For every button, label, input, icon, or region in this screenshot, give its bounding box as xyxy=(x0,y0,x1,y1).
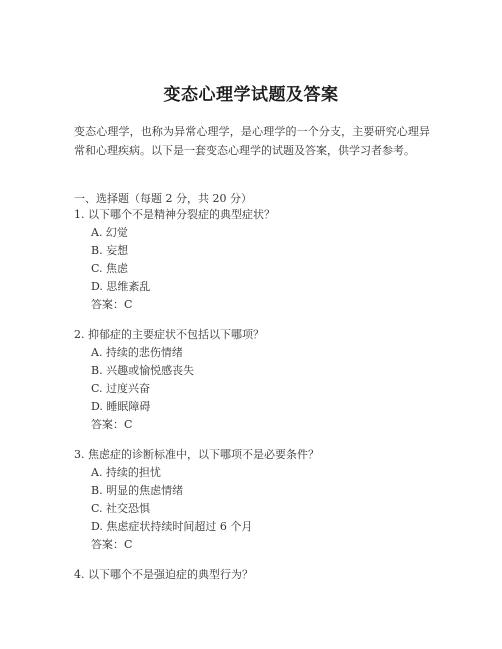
question-1-stem: 1. 以下哪个不是精神分裂症的典型症状？ xyxy=(74,208,275,221)
question-1-option-b: B. 妄想 xyxy=(91,244,129,257)
question-1-option-a: A. 幻觉 xyxy=(91,226,128,239)
question-3-option-c: C. 社交恐惧 xyxy=(91,502,151,515)
question-3-option-b: B. 明显的焦虑情绪 xyxy=(91,484,184,497)
question-1-option-c: C. 焦虑 xyxy=(91,262,129,275)
question-3-option-d: D. 焦虑症状持续时间超过 6 个月 xyxy=(91,520,253,533)
question-2-option-c: C. 过度兴奋 xyxy=(91,382,151,395)
question-2-stem: 2. 抑郁症的主要症状不包括以下哪项？ xyxy=(74,328,264,341)
question-2-option-b: B. 兴趣或愉悦感丧失 xyxy=(91,364,195,377)
section-heading: 一、选择题（每题 2 分，共 20 分） xyxy=(74,192,252,205)
document-title: 变态心理学试题及答案 xyxy=(163,85,339,105)
question-3-stem: 3. 焦虑症的诊断标准中，以下哪项不是必要条件？ xyxy=(74,448,319,461)
question-4-stem: 4. 以下哪个不是强迫症的典型行为？ xyxy=(74,568,253,581)
question-2-answer: 答案：C xyxy=(91,418,133,431)
question-3-option-a: A. 持续的担忧 xyxy=(91,466,161,479)
question-1-answer: 答案：C xyxy=(91,298,133,311)
question-1-option-d: D. 思维紊乱 xyxy=(91,280,151,293)
question-2-option-d: D. 睡眠障碍 xyxy=(91,400,151,413)
question-2-option-a: A. 持续的悲伤情绪 xyxy=(91,346,183,359)
question-3-answer: 答案：C xyxy=(91,538,133,551)
intro-paragraph: 变态心理学，也称为异常心理学，是心理学的一个分支，主要研究心理异常和心理疾病。以下是一套变态心理学的试题及答案，供学习者参考。 xyxy=(74,125,430,157)
